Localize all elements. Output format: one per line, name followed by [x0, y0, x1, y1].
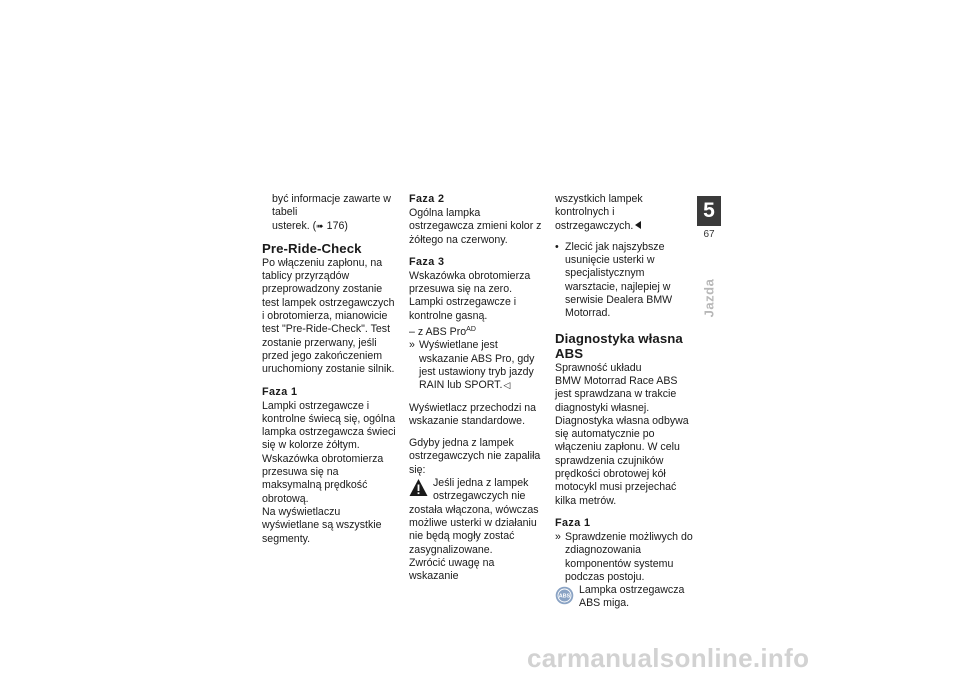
warning-triangle-icon: [409, 478, 428, 497]
column-1: [262, 193, 396, 546]
dash-marker: –: [409, 326, 415, 339]
advice-bullet: [555, 241, 693, 321]
intro-line-2-text: usterek.: [272, 219, 310, 232]
heading-abs-self-diagnosis: Diagnostyka własna ABS: [555, 330, 683, 361]
intro-line-2: usterek. (➠ 176): [272, 219, 348, 232]
abs-pro-label: z ABS Pro: [417, 326, 467, 339]
faza1-paragraph-1: Lampki ostrzegawcze i kontrolne świecą się, ogólna lampka ostrzegawcza świeci się w kolorze żółtym.: [262, 399, 396, 452]
diag-line-1: Sprawność układu: [555, 361, 642, 374]
abs-lamp-icon: [555, 586, 574, 605]
heading-faza-3: Faza 3: [409, 255, 445, 268]
pre-ride-text: Po włączeniu zapłonu, na tablicy przyrządów przeprowadzony zostanie test lampek ostrzegawczych i obrotomierza, mianowicie test "Pre-Ride-Check". Test zostanie przerwany, jeśli przed jego zakończeniem uruchomiony zostanie silnik.: [262, 256, 395, 376]
chapter-tab: [697, 196, 721, 242]
faza1-paragraph-3: Na wyświetlaczu wyświetlane są wszystkie segmenty.: [262, 505, 382, 545]
chapter-number: 5: [697, 196, 721, 226]
abs-lamp-text: Lampka ostrzegawcza ABS miga.: [579, 584, 685, 610]
faza1-abs-bullet: [555, 531, 693, 584]
bullet-dot: •: [555, 240, 559, 253]
abs-pro-bullet-text: Wyświetlane jest wskazanie ABS Pro, gdy jest ustawiony tryb jazdy RAIN lub SPORT.: [419, 339, 535, 392]
bullet-arrow: »: [555, 530, 561, 543]
watermark: carmanualsonline.info: [527, 643, 810, 673]
heading-faza-1: Faza 1: [262, 385, 298, 398]
intro-line-1: być informacje zawarte w tabeli: [272, 193, 391, 219]
heading-faza-2: Faza 2: [409, 193, 445, 205]
heading-pre-ride-check: Pre-Ride-Check: [262, 240, 362, 256]
advice-text: Zlecić jak najszybsze usunięcie usterki w specjalistycznym warsztacie, najlepiej w serwisie Dealera BMW Motorrad.: [565, 240, 673, 320]
if-lamp-not-lit: Gdyby jedna z lampek ostrzegawczych nie zapaliła się:: [409, 437, 541, 476]
abs-pro-superscript: AD: [466, 326, 476, 334]
arrow-ref-icon: ➠: [316, 220, 324, 231]
end-triangle-icon: [635, 221, 641, 229]
abs-pro-bullet: [409, 339, 544, 392]
column-3: [555, 193, 693, 611]
warning-last-line: Zwrócić uwagę na wskazanie: [409, 556, 495, 583]
warning-text: Jeśli jedna z lampek ostrzegawczych nie została włączona, wówczas możliwe usterki w działaniu nie będą mogły zostać zasygnalizowane.: [409, 477, 539, 556]
heading-faza-1-abs: Faza 1: [555, 516, 591, 529]
bullet-arrow: »: [409, 339, 415, 352]
display-text: Wyświetlacz przechodzi na wskazanie standardowe.: [409, 401, 537, 427]
diag-text: BMW Motorrad Race ABS jest sprawdzana w trakcie diagnostyki własnej. Diagnostyka własna odbywa się automatycznie po włączeniu zapłonu. W celu sprawdzenia czujników prędkości obrotowej kół motocykl musi przejechać kilka metrów.: [555, 374, 689, 507]
section-label-text: Jazda: [701, 278, 717, 318]
column-2: [409, 193, 544, 583]
abs-pro-option: [409, 323, 544, 339]
intro-ref-page[interactable]: 176: [326, 219, 345, 232]
continued-text: [555, 193, 693, 233]
page-number: 67: [703, 229, 715, 240]
faza1-paragraph-2: Wskazówka obrotomierza przesuwa się na maksymalną prędkość obrotową.: [262, 452, 384, 505]
faza3-paragraph-2: Lampki ostrzegawcze i kontrolne gasną.: [409, 296, 517, 322]
faza1-abs-bullet-text: Sprawdzenie możliwych do zdiagnozowania komponentów systemu podczas postoju.: [565, 530, 693, 583]
faza3-paragraph-1: Wskazówka obrotomierza przesuwa się na zero.: [409, 269, 531, 296]
continued-text-body: wszystkich lampek kontrolnych i ostrzegawczych.: [555, 193, 643, 232]
abs-lamp-label: ABS: [558, 593, 571, 600]
faza2-text: Ogólna lampka ostrzegawcza zmieni kolor z żółtego na czerwony.: [409, 207, 542, 246]
section-label: [700, 268, 718, 328]
end-triangle-icon: ◁: [503, 380, 511, 391]
